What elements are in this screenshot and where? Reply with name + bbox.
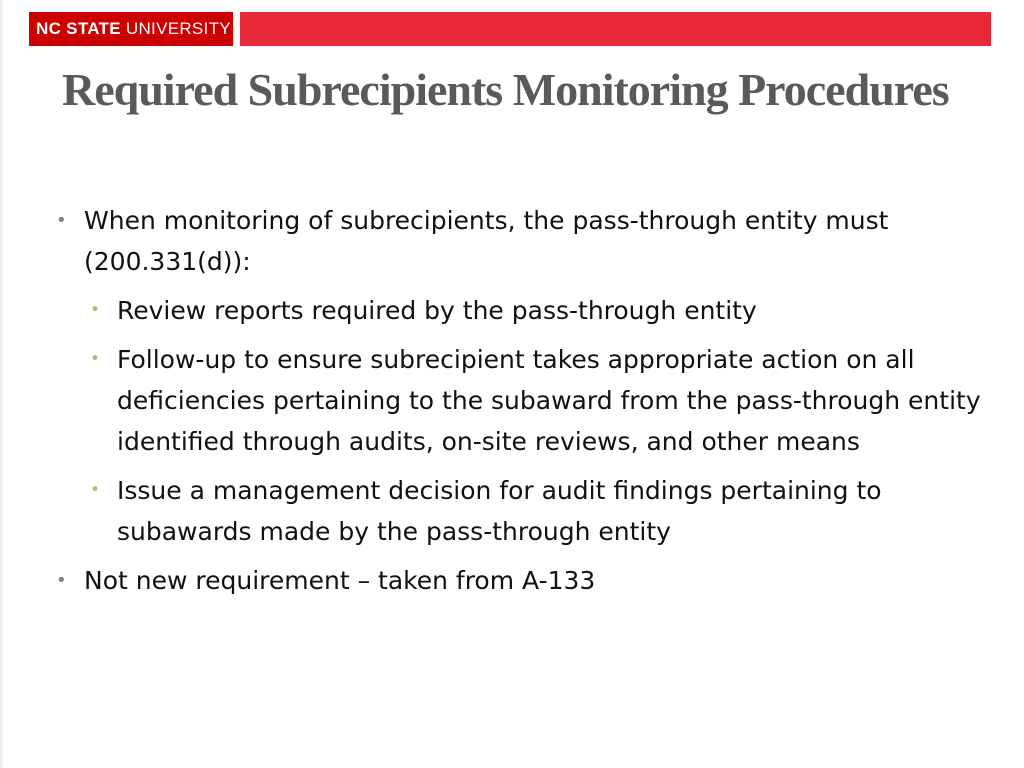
header-bar <box>29 12 991 46</box>
bullet-item <box>56 560 986 601</box>
logo-bold-text: NC STATE <box>36 19 121 38</box>
logo-light-text: UNIVERSITY <box>125 19 231 38</box>
bullet-icon: • <box>90 300 101 320</box>
slide-title: Required Subrecipients Monitoring Procedures <box>62 64 949 115</box>
bullet-text: Follow-up to ensure subrecipient takes appropriate action on all deficiencies pertaining to the subaward from the pass-through entity identified through audits, on-site reviews, and other means <box>117 345 981 456</box>
bullet-text: Issue a management decision for audit findings pertaining to subawards made by the pass-through entity <box>117 476 882 546</box>
bullet-icon: • <box>56 570 67 591</box>
sub-bullet-item <box>90 470 986 552</box>
bullet-icon: • <box>56 210 67 231</box>
bullet-item <box>56 200 986 282</box>
bullet-text: When monitoring of subrecipients, the pass-through entity must (200.331(d)): <box>84 206 889 276</box>
header-red-band <box>240 12 991 46</box>
bullet-text: Review reports required by the pass-through entity <box>117 296 757 325</box>
slide-edge-shadow <box>0 0 4 768</box>
sub-bullet-item <box>90 339 986 462</box>
bullet-icon: • <box>90 480 101 500</box>
bullet-list <box>56 200 986 609</box>
bullet-text: Not new requirement – taken from A-133 <box>84 566 596 595</box>
nc-state-logo <box>29 12 233 46</box>
bullet-icon: • <box>90 349 101 369</box>
sub-bullet-item <box>90 290 986 331</box>
